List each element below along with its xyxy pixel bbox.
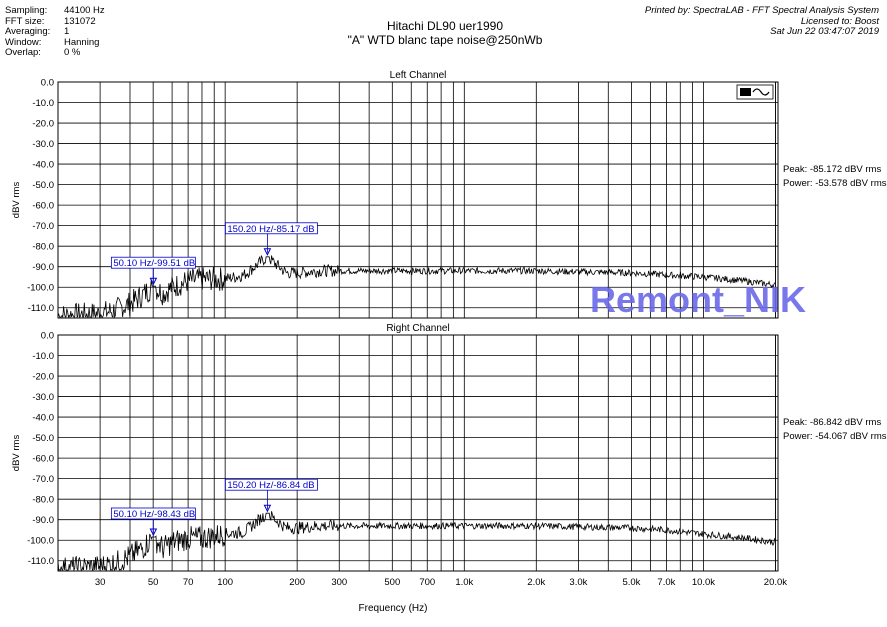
y-tick-label: 0.0 [40,330,54,342]
averaging-label: Averaging: [5,26,51,37]
sampling-value: 44100 Hz [64,5,105,16]
x-tick-label: 5.0k [622,577,641,588]
x-tick-label: 200 [289,577,306,588]
y-tick-label: -30.0 [32,139,54,151]
y-tick-label: -60.0 [32,453,54,465]
x-tick-label: 300 [331,577,348,588]
panel-title: Left Channel [389,70,447,81]
x-tick-label: 20.0k [763,577,788,588]
y-tick-label: -60.0 [32,200,54,212]
mode-icon-block [740,88,751,96]
x-tick-label: 7.0k [657,577,676,588]
printed-by: Printed by: SpectraLAB - FFT Spectral Analysis System [644,5,879,16]
panel-title: Right Channel [386,323,450,334]
y-tick-label: -40.0 [32,159,54,171]
y-tick-label: -20.0 [32,371,54,383]
y-tick-label: -70.0 [32,474,54,486]
y-tick-label: -100.0 [27,535,54,547]
marker-label: 150.20 Hz/-85.17 dB [227,223,315,235]
x-tick-label: 2.0k [527,577,546,588]
y-tick-label: 0.0 [40,77,54,89]
y-tick-label: -80.0 [32,494,54,506]
fft-size-label: FFT size: [5,15,45,27]
fft-size-value: 131072 [64,15,96,27]
y-axis-label: dBV rms [11,434,22,472]
y-tick-label: -100.0 [27,282,54,294]
overlap-label: Overlap: [5,47,41,58]
x-tick-label: 3.0k [569,577,588,588]
sampling-label: Sampling: [5,5,48,16]
x-tick-label: 700 [419,577,436,588]
x-tick-label: 100 [217,577,234,588]
chart-title-line2: "A" WTD blanc tape noise@250nWb [347,33,543,47]
x-tick-label: 10.0k [691,577,716,588]
timestamp: Sat Jun 22 03:47:07 2019 [770,26,879,37]
marker-label: 150.20 Hz/-86.84 dB [227,480,315,492]
left-power-readout: Power: -53.578 dBV rms [783,178,887,189]
y-tick-label: -90.0 [32,515,54,527]
panel-right [11,323,787,614]
x-axis-label: Frequency (Hz) [358,603,428,614]
chart-title-line1: Hitachi DL90 uer1990 [386,19,504,33]
y-tick-label: -20.0 [32,118,54,130]
y-tick-label: -10.0 [32,98,54,110]
right-power-readout: Power: -54.067 dBV rms [783,431,887,442]
x-tick-label: 50 [147,577,159,588]
y-tick-label: -90.0 [32,262,54,274]
marker-label: 50.10 Hz/-98.43 dB [113,508,196,520]
y-tick-label: -40.0 [32,412,54,424]
watermark-text: Remont_NIK [590,279,807,320]
x-tick-label: 500 [384,577,401,588]
x-tick-label: 70 [182,577,194,588]
marker-label: 50.10 Hz/-99.51 dB [113,258,196,270]
y-axis-label: dBV rms [11,181,22,219]
right-peak-readout: Peak: -86.842 dBV rms [783,417,882,428]
averaging-value: 1 [64,26,70,37]
y-tick-label: -10.0 [32,351,54,363]
y-tick-label: -50.0 [32,433,54,445]
y-tick-label: -110.0 [27,303,54,315]
window-label: Window: [5,36,42,48]
y-tick-label: -70.0 [32,221,54,233]
left-peak-readout: Peak: -85.172 dBV rms [783,164,882,175]
overlap-value: 0 % [64,47,81,58]
x-tick-label: 1.0k [455,577,474,588]
licensed-to: Licensed to: Boost [800,15,879,27]
y-tick-label: -110.0 [27,556,54,568]
window-value: Hanning [64,36,100,48]
y-tick-label: -80.0 [32,241,54,253]
x-tick-label: 30 [94,577,106,588]
spectrum-mode-icon [737,85,773,99]
y-tick-label: -30.0 [32,392,54,404]
y-tick-label: -50.0 [32,180,54,192]
